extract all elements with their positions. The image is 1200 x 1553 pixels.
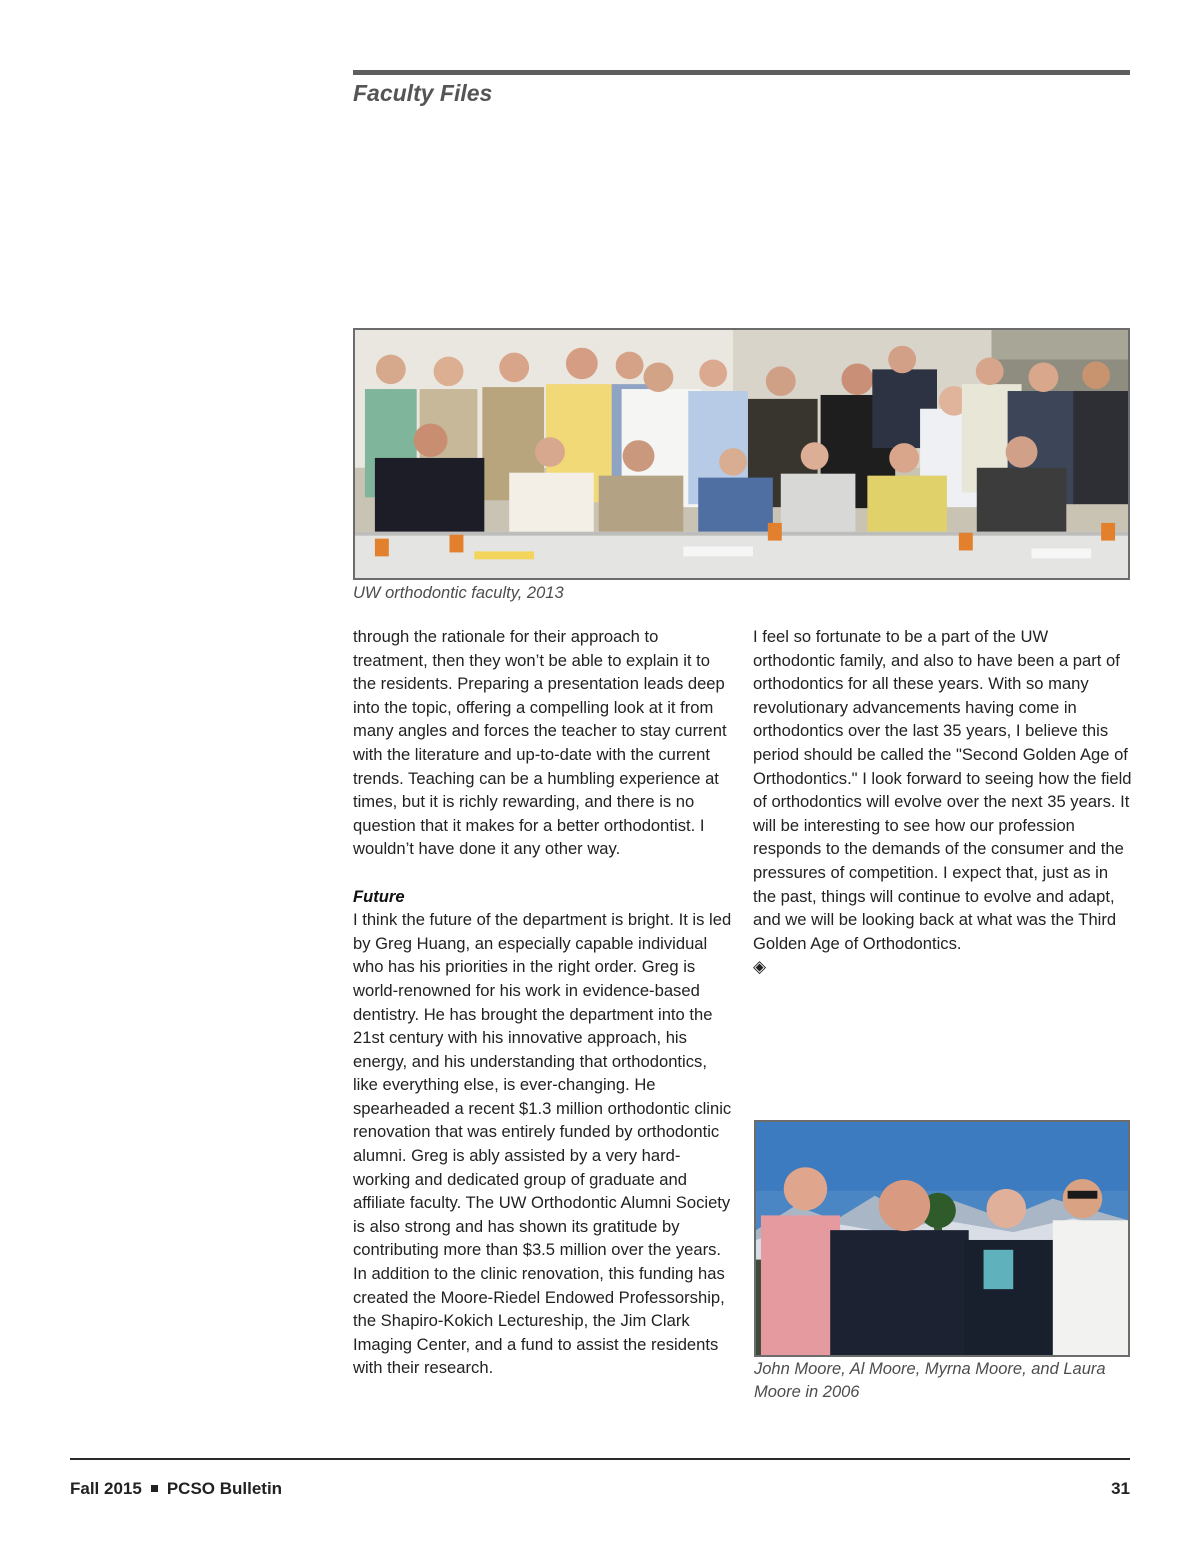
- faculty-group-photo: [353, 328, 1130, 580]
- article-paragraph: I think the future of the department is bright. It is led by Greg Huang, an especially capable individual who has his priorities in the right order. Greg is world-renowned for his work in evidence-based dentistry. He has brought the department into the 21st century with his innovative approach, his energy, and his understanding that orthodontics, like everything else, is ever-changing. He spearheaded a recent $1.3 million orthodontic clinic renovation that was entirely funded by orthodontic alumni. Greg is ably assisted by a very hard-working and dedicated group of graduate and affiliate faculty. The UW Orthodontic Alumni Society is also strong and has shown its gratitude by contributing more than $3.5 million over the years. In addition to the clinic renovation, this funding has created the Moore-Riedel Endowed Professorship, the Shapiro-Kokich Lectureship, the Jim Clark Imaging Center, and a fund to assist the residents with their research.: [353, 910, 732, 1378]
- section-title: Faculty Files: [353, 80, 493, 106]
- article-right-column: [753, 625, 1133, 979]
- footer-rule: [70, 1458, 1130, 1460]
- article-paragraph: through the rationale for their approach to treatment, then they won’t be able to explain it to the residents. Preparing a presentation leads deep into the topic, offering a compelling look at it from many angles and forces the teacher to stay current with the literature and up-to-date with the current trends. Teaching can be a humbling experience at times, but it is richly rewarding, and there is no question that it makes for a better orthodontist. I wouldn’t have done it any other way.: [353, 627, 727, 859]
- footer-issue-info: [70, 1479, 282, 1499]
- moore-photo-caption: John Moore, Al Moore, Myrna Moore, and Laura Moore in 2006: [754, 1360, 1106, 1401]
- moore-family-photo: [754, 1120, 1130, 1357]
- faculty-photo-caption: UW orthodontic faculty, 2013: [353, 584, 564, 602]
- top-rule: [353, 70, 1130, 75]
- footer-publication: PCSO Bulletin: [166, 1479, 283, 1498]
- future-heading: Future: [353, 886, 405, 906]
- page-number: 31: [1111, 1479, 1130, 1498]
- end-of-article-icon: ◈: [753, 957, 767, 977]
- article-left-column: [353, 625, 735, 1380]
- article-paragraph: I feel so fortunate to be a part of the UW orthodontic family, and also to have been a part of orthodontics for all these years. With so many revolutionary advancements having come in orthodontics over the last 35 years, I believe this period should be called the "Second Golden Age of Orthodontics." I look forward to seeing how the field of orthodontics will evolve over the next 35 years. It will be interesting to see how our profession responds to the demands of the consumer and the pressures of competition. I expect that, just as in the past, things will continue to evolve and adapt, and we will be looking back at what was the Third Golden Age of Orthodontics.: [753, 627, 1132, 953]
- footer-issue: Fall 2015: [70, 1479, 142, 1498]
- bullet-square-icon: [151, 1485, 158, 1492]
